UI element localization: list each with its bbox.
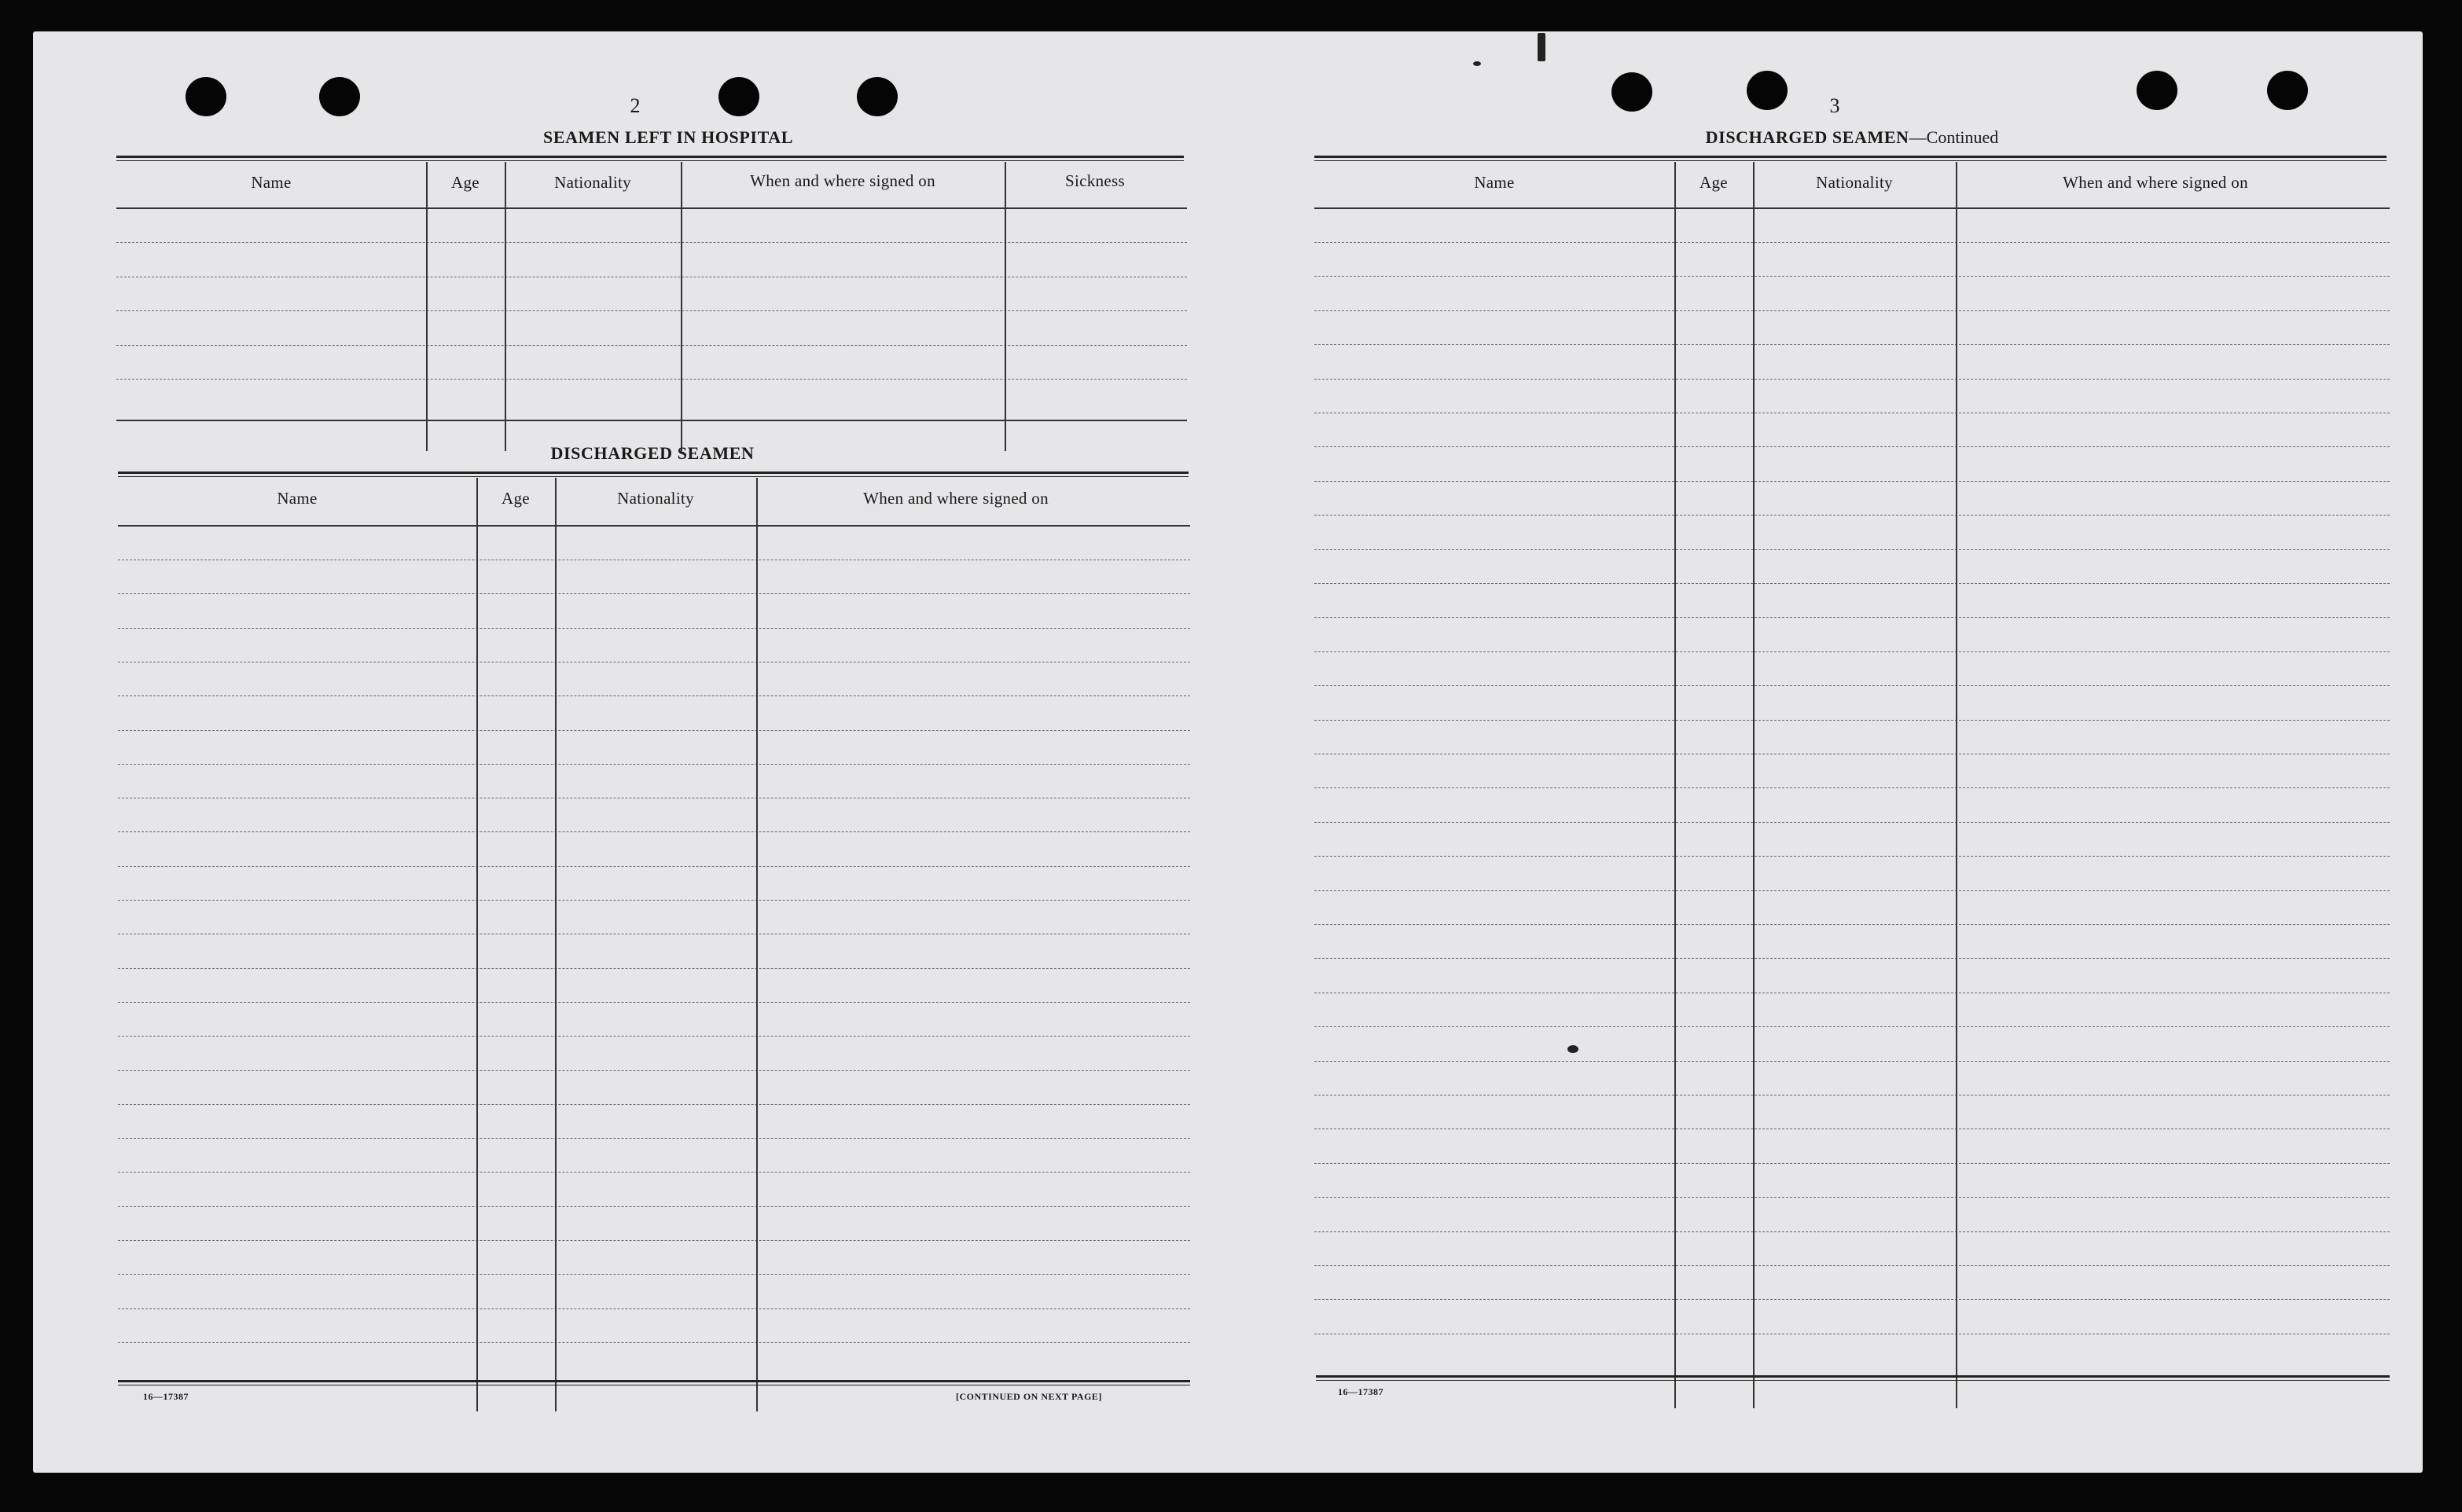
ruled-line [118, 968, 1190, 969]
ruled-line [118, 730, 1190, 731]
form-number-left: 16—17387 [143, 1391, 189, 1402]
ruled-line [1314, 344, 2390, 345]
ruled-line [1314, 1197, 2390, 1198]
hospital-col-sickness: Sickness [1065, 171, 1125, 190]
ruled-line [1314, 685, 2390, 686]
document-sheet [33, 31, 2423, 1473]
discharged-col-nationality: Nationality [617, 489, 694, 508]
ruled-line [118, 764, 1190, 765]
ruled-line [118, 1240, 1190, 1241]
ruled-line [118, 1274, 1190, 1275]
ruled-line [118, 593, 1190, 594]
ruled-line [118, 1138, 1190, 1139]
ruled-line [1314, 958, 2390, 959]
discharged-table-bottom-rule [118, 1380, 1190, 1385]
punch-hole [718, 77, 759, 116]
ruled-line [1314, 1128, 2390, 1129]
discharged-col-divider [555, 478, 557, 1411]
ruled-line [118, 900, 1190, 901]
punch-hole [857, 77, 898, 116]
ruled-line [116, 345, 1187, 346]
punch-hole [2267, 71, 2308, 110]
ruled-line [1314, 651, 2390, 652]
discharged-section-title: DISCHARGED SEAMEN [550, 443, 755, 463]
punch-hole [1611, 72, 1652, 112]
ruled-line [1314, 515, 2390, 516]
page-number-right: 3 [1829, 94, 1840, 117]
discharged-col-age: Age [502, 489, 530, 508]
hospital-table-top-rule [116, 156, 1184, 161]
continued-col-nationality: Nationality [1816, 173, 1893, 192]
ruled-line [1314, 583, 2390, 584]
continued-note: [CONTINUED ON NEXT PAGE] [956, 1391, 1102, 1402]
ruled-line [118, 1172, 1190, 1173]
hospital-col-divider [505, 162, 506, 451]
page-number-left: 2 [630, 94, 641, 117]
hospital-col-nationality: Nationality [554, 173, 631, 192]
continued-header-rule [1314, 207, 2390, 209]
discharged-col-divider [756, 478, 758, 1411]
continued-title-main: DISCHARGED SEAMEN [1705, 127, 1909, 147]
punch-hole [2137, 71, 2177, 110]
ruled-line [118, 831, 1190, 832]
punch-hole [319, 77, 360, 116]
discharged-col-when-where: When and where signed on [863, 489, 1049, 508]
ruled-line [1314, 617, 2390, 618]
ruled-line [118, 1342, 1190, 1343]
ruled-line [1314, 1231, 2390, 1232]
discharged-col-name: Name [277, 489, 318, 508]
continued-col-divider [1674, 162, 1676, 1408]
ruled-line [1314, 1026, 2390, 1027]
ruled-line [1314, 446, 2390, 447]
continued-col-age: Age [1700, 173, 1728, 192]
ruled-line [118, 695, 1190, 696]
continued-col-divider [1956, 162, 1957, 1408]
ruled-line [1314, 1061, 2390, 1062]
discharged-col-divider [476, 478, 478, 1411]
continued-table-top-rule [1314, 156, 2387, 161]
ruled-line [118, 1070, 1190, 1071]
hospital-table-bottom-rule [116, 420, 1187, 421]
ruled-line [118, 1104, 1190, 1105]
ruled-line [1314, 242, 2390, 243]
ruled-line [1314, 379, 2390, 380]
ruled-line [1314, 549, 2390, 550]
ruled-line [116, 379, 1187, 380]
discharged-header-rule [118, 525, 1190, 527]
ruled-line [118, 1002, 1190, 1003]
hospital-header-rule [116, 207, 1187, 209]
ruled-line [1314, 720, 2390, 721]
form-number-right: 16—17387 [1338, 1386, 1383, 1397]
hospital-col-name: Name [251, 173, 292, 192]
ruled-line [116, 242, 1187, 243]
continued-section-title [1585, 127, 2119, 148]
ruled-line [1314, 822, 2390, 823]
ruled-line [1314, 856, 2390, 857]
continued-title-suffix: —Continued [1909, 127, 1999, 147]
ruled-line [1314, 276, 2390, 277]
ruled-line [1314, 481, 2390, 482]
ink-speck [1473, 61, 1481, 66]
ink-speck [1538, 33, 1545, 61]
ruled-line [118, 628, 1190, 629]
hospital-col-age: Age [451, 173, 480, 192]
ruled-line [118, 866, 1190, 867]
hospital-section-title: SEAMEN LEFT IN HOSPITAL [543, 127, 793, 147]
ruled-line [116, 310, 1187, 311]
punch-hole [186, 77, 226, 116]
ruled-line [1314, 1299, 2390, 1300]
ruled-line [1314, 1163, 2390, 1164]
continued-col-divider [1753, 162, 1755, 1408]
hospital-col-divider [426, 162, 428, 451]
hospital-col-divider [1005, 162, 1006, 451]
hospital-col-divider [681, 162, 682, 451]
ruled-line [1314, 310, 2390, 311]
ruled-line [118, 1036, 1190, 1037]
ruled-line [1314, 924, 2390, 925]
ruled-line [118, 1206, 1190, 1207]
continued-col-name: Name [1474, 173, 1515, 192]
ruled-line [1314, 890, 2390, 891]
continued-col-when-where: When and where signed on [2063, 173, 2248, 192]
punch-hole [1747, 71, 1788, 110]
discharged-table-top-rule [118, 472, 1189, 477]
ruled-line [1314, 787, 2390, 788]
hospital-col-when-where: When and where signed on [750, 171, 935, 190]
ruled-line [118, 1308, 1190, 1309]
continued-table-bottom-rule [1316, 1375, 2390, 1381]
ink-speck [1567, 1045, 1578, 1053]
ruled-line [1314, 1265, 2390, 1266]
